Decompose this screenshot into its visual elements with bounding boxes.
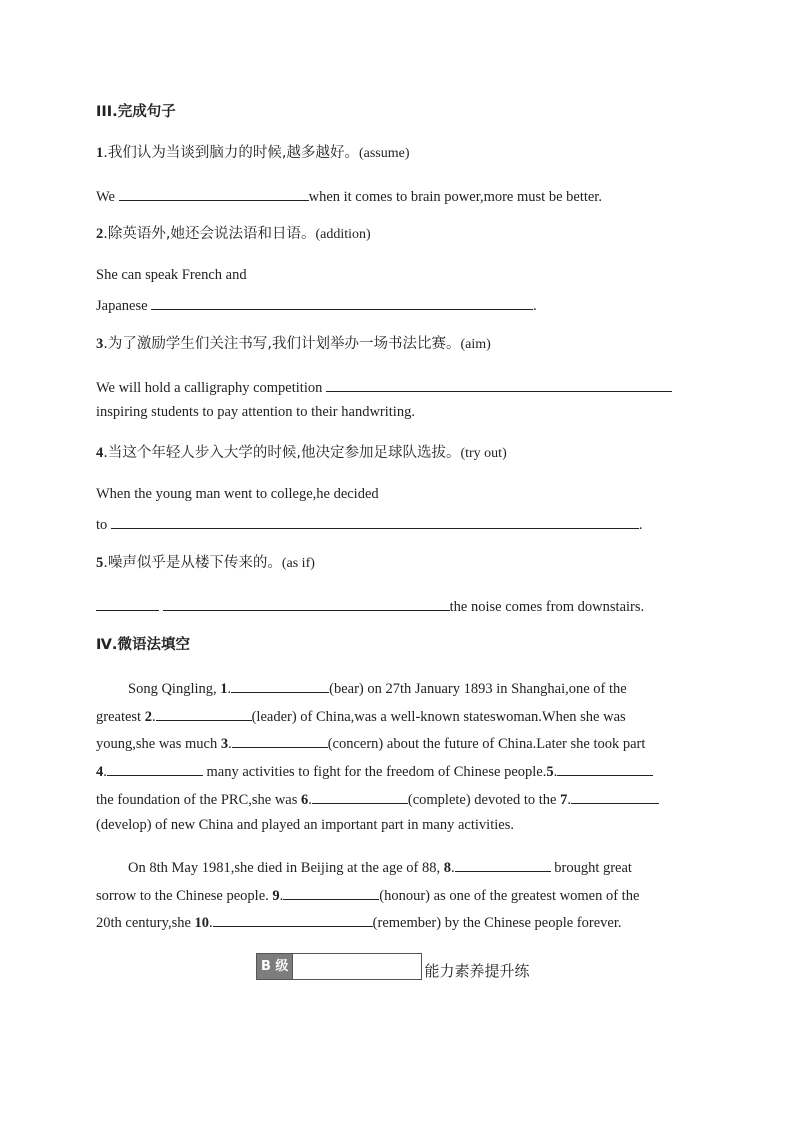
level-title: 能力素养提升练 xyxy=(424,962,530,980)
item-3-answer-line-2: inspiring students to pay attention to their handwriting. xyxy=(96,404,415,420)
blank-8[interactable] xyxy=(455,856,551,872)
item-5-blank-b[interactable] xyxy=(163,595,450,611)
blank-9[interactable] xyxy=(283,884,379,900)
p1-line-4: 4. many activities to fight for the freedom of Chinese people.5. xyxy=(96,760,653,781)
item-5-answer-line: the noise comes from downstairs. xyxy=(96,595,644,616)
section-4-heading: Ⅳ.微语法填空 xyxy=(96,637,190,653)
item-3-prompt: 3.为了激励学生们关注书写,我们计划举办一场书法比赛。(aim) xyxy=(96,336,491,352)
item-2-blank[interactable] xyxy=(151,294,533,310)
blank-4[interactable] xyxy=(107,760,203,776)
level-tag-box xyxy=(293,953,422,980)
blank-5[interactable] xyxy=(557,760,653,776)
item-2-answer-line-2: Japanese . xyxy=(96,294,537,315)
p1-line-6: (develop) of new China and played an important part in many activities. xyxy=(96,817,514,833)
blank-3[interactable] xyxy=(232,732,328,748)
item-2-answer-line-1: She can speak French and xyxy=(96,267,247,283)
item-4-prompt: 4.当这个年轻人步入大学的时候,他决定参加足球队选拔。(try out) xyxy=(96,445,507,461)
item-3-answer-line-1: We will hold a calligraphy competition xyxy=(96,376,672,397)
item-4-answer-line-2: to . xyxy=(96,513,643,534)
section-3-heading: III.完成句子 xyxy=(96,104,176,120)
p1-line-1: Song Qingling, 1. (bear) on 27th January 1893 in Shanghai,one of the xyxy=(128,677,627,698)
p1-line-2: greatest 2. (leader) of China,was a well-known stateswoman.When she was xyxy=(96,705,626,726)
item-1-answer-line: We when it comes to brain power,more must be better. xyxy=(96,185,602,206)
item-1-blank[interactable] xyxy=(119,185,309,201)
blank-10[interactable] xyxy=(213,911,373,927)
level-banner xyxy=(256,954,529,980)
p2-line-1: On 8th May 1981,she died in Beijing at the age of 88, 8. brought great xyxy=(128,856,632,877)
blank-7[interactable] xyxy=(571,788,659,804)
item-5-blank-a[interactable] xyxy=(96,595,159,611)
item-1-prompt: 1.我们认为当谈到脑力的时候,越多越好。(assume) xyxy=(96,145,410,161)
blank-2[interactable] xyxy=(156,705,252,721)
level-tag: B 级 xyxy=(256,953,293,980)
item-4-blank[interactable] xyxy=(111,513,639,529)
p1-line-3: young,she was much 3. (concern) about the future of China.Later she took part xyxy=(96,732,645,753)
item-3-blank[interactable] xyxy=(326,376,672,392)
p2-line-3: 20th century,she 10. (remember) by the Chinese people forever. xyxy=(96,911,621,932)
item-5-prompt: 5.噪声似乎是从楼下传来的。(as if) xyxy=(96,555,315,571)
item-2-prompt: 2.除英语外,她还会说法语和日语。(addition) xyxy=(96,226,371,242)
p1-line-5: the foundation of the PRC,she was 6. (complete) devoted to the 7. xyxy=(96,788,659,809)
item-4-answer-line-1: When the young man went to college,he decided xyxy=(96,486,379,502)
p2-line-2: sorrow to the Chinese people. 9. (honour) as one of the greatest women of the xyxy=(96,884,639,905)
blank-6[interactable] xyxy=(312,788,408,804)
blank-1[interactable] xyxy=(231,677,329,693)
